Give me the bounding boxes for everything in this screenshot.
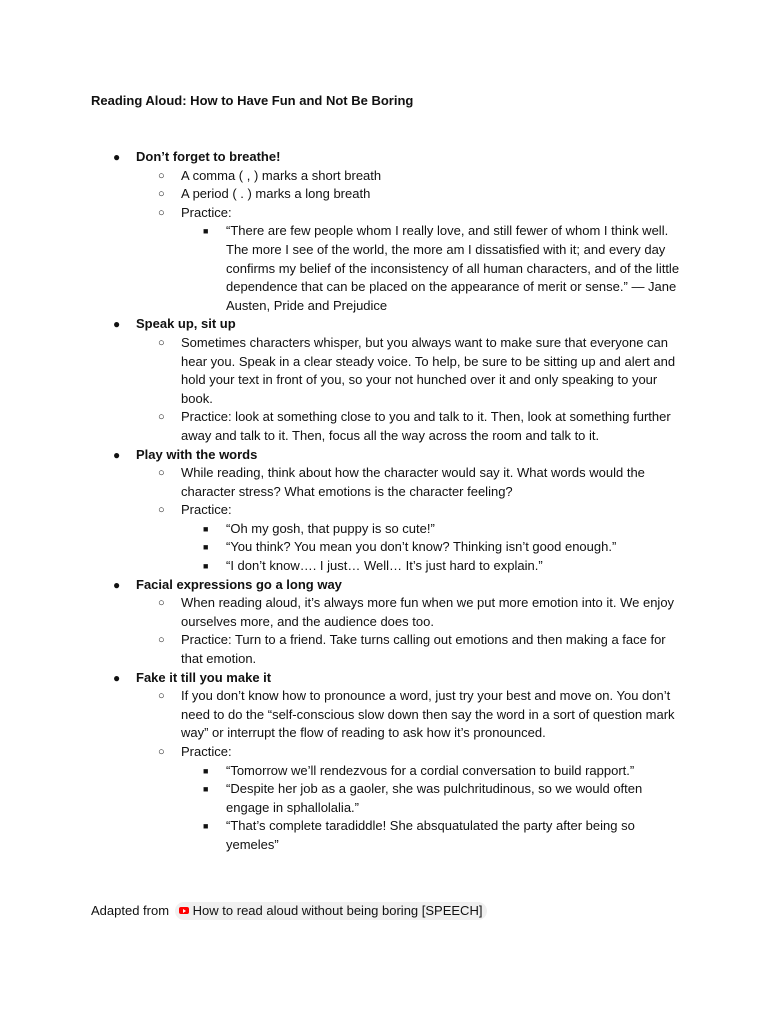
bullet-glyph: ■ — [203, 784, 209, 795]
footer-prefix: Adapted from — [91, 903, 170, 918]
list-item-text: A period ( . ) marks a long breath — [181, 186, 371, 202]
bullet-glyph: ○ — [158, 411, 165, 424]
list-item-text: Practice: — [181, 204, 232, 220]
list-item-text: Practice: Turn to a friend. Take turns calling out emotions and then making a face for that emotion. — [181, 632, 666, 667]
bullet-glyph: ○ — [158, 336, 165, 349]
sub-list-item-text: “You think? You mean you don’t know? Thinking isn’t good enough.” — [226, 539, 617, 555]
bullet-glyph: ○ — [158, 504, 165, 517]
bullet-glyph: ■ — [203, 561, 209, 572]
section-heading-text: Speak up, sit up — [136, 316, 236, 332]
list-item-text: When reading aloud, it’s always more fun when we put more emotion into it. We enjoy ourselves more, and the audience does too. — [181, 595, 675, 629]
document-title: Reading Aloud: How to Have Fun and Not Be Boring — [91, 93, 414, 108]
section-heading-text: Don’t forget to breathe! — [136, 149, 281, 164]
list-item-text: If you don’t know how to pronounce a word, just try your best and move on. You don’t need to do the “self-conscious slow down then say the word in a sort of question mark way” or interrupt the flow of reading to ask how it’s pronounced. — [181, 688, 675, 741]
list-item — [0, 408, 681, 445]
section-heading — [0, 148, 768, 167]
bullet-glyph: ● — [113, 577, 121, 592]
list-item-text: While reading, think about how the character would say it. What words would the character stress? What emotions is the character feeling? — [181, 465, 645, 499]
bullet-glyph: ○ — [158, 634, 165, 647]
bullet-glyph: ○ — [158, 188, 165, 201]
youtube-icon — [179, 907, 189, 914]
bullet-glyph: ○ — [158, 467, 165, 480]
sub-list-item — [0, 780, 681, 817]
bullet-glyph: ■ — [203, 523, 209, 534]
sub-list-item — [0, 817, 681, 854]
sub-list-item — [0, 557, 681, 576]
list-item — [0, 334, 681, 408]
sub-list-item-text: “Oh my gosh, that puppy is so cute!” — [226, 520, 435, 536]
bullet-glyph: ○ — [158, 597, 165, 610]
list-item — [0, 167, 681, 186]
bullet-glyph: ● — [113, 447, 121, 462]
list-item — [0, 185, 681, 204]
video-link-text[interactable]: How to read aloud without being boring [SPEECH] — [192, 903, 483, 918]
sub-list-item-text: “Tomorrow we’ll rendezvous for a cordial conversation to build rapport.” — [226, 762, 635, 778]
list-item — [0, 501, 681, 520]
sub-list-item — [0, 520, 681, 539]
sub-list-item — [0, 538, 681, 557]
list-item — [0, 204, 681, 223]
bullet-glyph: ○ — [158, 690, 165, 703]
bullet-glyph: ○ — [158, 746, 165, 758]
section-heading-text: Facial expressions go a long way — [136, 576, 342, 592]
section-heading-text: Play with the words — [136, 446, 258, 462]
section-heading — [0, 576, 768, 595]
video-link-chip[interactable] — [175, 902, 488, 920]
bullet-glyph: ■ — [203, 542, 209, 553]
bullet-glyph: ○ — [158, 169, 165, 182]
bullet-glyph: ● — [113, 317, 121, 332]
bullet-glyph: ■ — [203, 226, 209, 237]
sub-list-item — [0, 762, 681, 781]
sub-list-item-text: “There are few people whom I really love, and still fewer of whom I think well. The more I see of the world, the more am I dissatisfied with it; and every day confirms my belief of the inconsistency of all human characters, and of the little dependence that can be placed on the appearance of merit or sense.” — Jane Austen, Pride and Prejudice — [226, 223, 680, 313]
bullet-glyph: ● — [113, 150, 121, 164]
list-item-text: Practice: look at something close to you and talk to it. Then, look at something further away and talk to it. Then, focus all the way across the room and talk to it. — [181, 409, 671, 443]
list-item-text: Sometimes characters whisper, but you always want to make sure that everyone can hear you. Speak in a clear steady voice. To help, be sure to be sitting up and alert and hold your text in front of you, so your not hunched over it and only speaking to your book. — [181, 334, 676, 406]
list-item — [0, 631, 681, 668]
document-body — [0, 148, 768, 855]
section-heading — [0, 446, 768, 465]
section-heading — [0, 315, 768, 334]
sub-list-item-text: “Despite her job as a gaoler, she was pulchritudinous, so we would often engage in sphallolalia.” — [226, 781, 643, 815]
bullet-glyph: ● — [113, 670, 121, 685]
list-item-text: Practice: — [181, 502, 232, 518]
sub-list-item-text: “That’s complete taradiddle! She absquatulated the party after being so yemeles” — [226, 818, 635, 852]
list-item — [0, 743, 681, 762]
list-item-text: A comma ( , ) marks a short breath — [181, 167, 382, 183]
list-item — [0, 687, 681, 743]
bullet-glyph: ■ — [203, 821, 209, 832]
sub-list-item — [0, 222, 681, 315]
section-heading-text: Fake it till you make it — [136, 669, 272, 685]
section-heading — [0, 669, 768, 688]
list-item — [0, 464, 681, 501]
list-item-text: Practice: — [181, 744, 232, 759]
list-item — [0, 594, 681, 631]
bullet-glyph: ○ — [158, 206, 165, 219]
bullet-glyph: ■ — [203, 765, 209, 776]
footer — [91, 902, 487, 920]
sub-list-item-text: “I don’t know…. I just… Well… It’s just hard to explain.” — [226, 558, 543, 574]
